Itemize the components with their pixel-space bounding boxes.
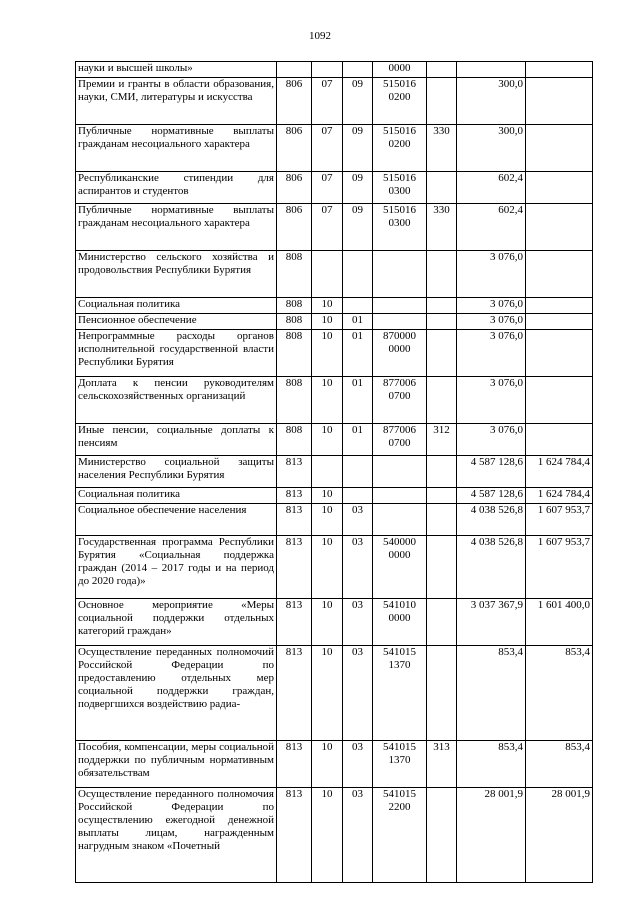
row-amount-2-cell — [526, 172, 593, 204]
row-expense-type-cell — [427, 251, 457, 298]
row-name-cell: Пенсионное обеспечение — [76, 314, 277, 330]
row-grbs-cell: 808 — [277, 298, 312, 314]
row-subsection-cell: 01 — [343, 377, 373, 424]
row-name-cell: Основное мероприятие «Меры социальной поддержки отдельных категорий граждан» — [76, 599, 277, 646]
row-subsection-cell: 03 — [343, 741, 373, 788]
row-grbs-cell: 813 — [277, 504, 312, 536]
row-name-cell: Осуществление переданного полномочия Российской Федерации по осуществлению ежегодной денежной выплаты лицам, награжденным нагрудным знаком «Почетный — [76, 788, 277, 883]
target-article-code-line: 0700 — [388, 390, 411, 402]
table-row — [76, 536, 593, 599]
row-target-article-cell — [373, 204, 427, 251]
target-article-code-line: 0000 — [388, 343, 411, 355]
row-grbs-cell: 806 — [277, 172, 312, 204]
row-target-article-cell — [373, 504, 427, 536]
row-amount-2-cell: 853,4 — [526, 741, 593, 788]
row-amount-2-cell — [526, 251, 593, 298]
row-amount-2-cell — [526, 330, 593, 377]
row-target-article-cell — [373, 424, 427, 456]
row-target-article-cell — [373, 314, 427, 330]
row-section-cell: 07 — [312, 172, 343, 204]
row-grbs-cell: 806 — [277, 204, 312, 251]
row-expense-type-cell: 313 — [427, 741, 457, 788]
target-article-code-line: 540000 — [383, 536, 416, 548]
table-row — [76, 172, 593, 204]
row-amount-1-cell: 4 038 526,8 — [457, 504, 526, 536]
row-expense-type-cell — [427, 488, 457, 504]
row-section-cell — [312, 456, 343, 488]
target-article-code-line: 877006 — [383, 377, 416, 389]
row-amount-1-cell: 3 076,0 — [457, 330, 526, 377]
row-subsection-cell: 09 — [343, 78, 373, 125]
row-target-article-cell — [373, 646, 427, 741]
row-name-cell: Социальная политика — [76, 488, 277, 504]
budget-table-body — [76, 62, 593, 883]
table-row — [76, 599, 593, 646]
row-grbs-cell: 813 — [277, 488, 312, 504]
row-section-cell: 10 — [312, 314, 343, 330]
row-target-article-cell — [373, 741, 427, 788]
row-expense-type-cell: 312 — [427, 424, 457, 456]
row-grbs-cell: 808 — [277, 377, 312, 424]
row-expense-type-cell — [427, 536, 457, 599]
row-amount-2-cell — [526, 78, 593, 125]
table-row — [76, 251, 593, 298]
row-amount-1-cell: 853,4 — [457, 646, 526, 741]
row-name-cell: Министерство социальной защиты населения Республики Бурятия — [76, 456, 277, 488]
row-amount-2-cell: 1 607 953,7 — [526, 536, 593, 599]
row-subsection-cell: 03 — [343, 788, 373, 883]
table-row — [76, 125, 593, 172]
row-amount-1-cell: 3 076,0 — [457, 377, 526, 424]
row-expense-type-cell — [427, 788, 457, 883]
row-expense-type-cell — [427, 646, 457, 741]
row-section-cell: 10 — [312, 599, 343, 646]
row-amount-1-cell: 853,4 — [457, 741, 526, 788]
target-article-code-line: 541015 — [383, 646, 416, 658]
row-name-cell: Министерство сельского хозяйства и продовольствия Республики Бурятия — [76, 251, 277, 298]
table-row — [76, 788, 593, 883]
row-target-article-cell — [373, 298, 427, 314]
row-grbs-cell: 808 — [277, 314, 312, 330]
row-section-cell: 10 — [312, 788, 343, 883]
row-amount-2-cell: 1 601 400,0 — [526, 599, 593, 646]
row-name-cell: Публичные нормативные выплаты гражданам несоциального характера — [76, 204, 277, 251]
row-amount-2-cell — [526, 314, 593, 330]
row-amount-1-cell: 300,0 — [457, 125, 526, 172]
row-name-cell: Государственная программа Республики Бурятия «Социальная поддержка граждан (2014 – 2017 годы и на период до 2020 года)» — [76, 536, 277, 599]
row-target-article-cell — [373, 536, 427, 599]
table-row — [76, 204, 593, 251]
row-subsection-cell: 01 — [343, 314, 373, 330]
row-amount-2-cell — [526, 125, 593, 172]
row-expense-type-cell — [427, 172, 457, 204]
table-row — [76, 78, 593, 125]
row-section-cell: 10 — [312, 424, 343, 456]
target-article-code-line: 0200 — [388, 91, 411, 103]
row-amount-2-cell: 1 607 953,7 — [526, 504, 593, 536]
target-article-code-line: 877006 — [383, 424, 416, 436]
table-row — [76, 314, 593, 330]
row-amount-2-cell: 1 624 784,4 — [526, 456, 593, 488]
row-amount-2-cell — [526, 424, 593, 456]
row-section-cell: 10 — [312, 504, 343, 536]
row-section-cell: 07 — [312, 125, 343, 172]
row-name-cell: Республиканские стипендии для аспирантов и студентов — [76, 172, 277, 204]
table-row — [76, 62, 593, 78]
row-target-article-cell — [373, 330, 427, 377]
table-row — [76, 377, 593, 424]
row-grbs-cell — [277, 62, 312, 78]
row-amount-1-cell: 3 076,0 — [457, 314, 526, 330]
table-row — [76, 330, 593, 377]
row-amount-1-cell: 3 076,0 — [457, 298, 526, 314]
target-article-code-line: 0000 — [388, 612, 411, 624]
row-grbs-cell: 813 — [277, 456, 312, 488]
row-section-cell: 07 — [312, 204, 343, 251]
page-number: 1092 — [309, 30, 331, 42]
target-article-code-line: 0200 — [388, 138, 411, 150]
row-section-cell: 10 — [312, 488, 343, 504]
row-grbs-cell: 813 — [277, 741, 312, 788]
target-article-code-line: 870000 — [383, 330, 416, 342]
row-amount-1-cell — [457, 62, 526, 78]
row-section-cell: 07 — [312, 78, 343, 125]
row-section-cell: 10 — [312, 377, 343, 424]
target-article-code-line: 0300 — [388, 217, 411, 229]
row-expense-type-cell — [427, 314, 457, 330]
row-grbs-cell: 813 — [277, 788, 312, 883]
row-name-cell: Социальная политика — [76, 298, 277, 314]
row-section-cell: 10 — [312, 741, 343, 788]
row-expense-type-cell — [427, 377, 457, 424]
row-amount-2-cell: 28 001,9 — [526, 788, 593, 883]
row-name-cell: Социальное обеспечение населения — [76, 504, 277, 536]
row-section-cell: 10 — [312, 536, 343, 599]
row-section-cell — [312, 62, 343, 78]
row-name-cell: науки и высшей школы» — [76, 62, 277, 78]
row-subsection-cell: 09 — [343, 204, 373, 251]
target-article-code-line: 541015 — [383, 788, 416, 800]
row-subsection-cell: 09 — [343, 125, 373, 172]
row-amount-2-cell: 1 624 784,4 — [526, 488, 593, 504]
row-amount-2-cell — [526, 298, 593, 314]
table-row — [76, 488, 593, 504]
target-article-code-line: 515016 — [383, 204, 416, 216]
budget-table — [75, 61, 593, 883]
target-article-code-line: 515016 — [383, 78, 416, 90]
row-subsection-cell — [343, 251, 373, 298]
row-target-article-cell — [373, 172, 427, 204]
target-article-code-line: 0000 — [388, 549, 411, 561]
row-amount-1-cell: 4 038 526,8 — [457, 536, 526, 599]
row-subsection-cell: 03 — [343, 599, 373, 646]
row-expense-type-cell — [427, 456, 457, 488]
row-target-article-cell — [373, 377, 427, 424]
row-amount-2-cell — [526, 62, 593, 78]
row-subsection-cell — [343, 488, 373, 504]
table-row — [76, 298, 593, 314]
row-name-cell: Осуществление переданных полномочий Российской Федерации по предоставлению отдельных мер социальной поддержки граждан, подвергшихся воздействию радиа- — [76, 646, 277, 741]
row-expense-type-cell: 330 — [427, 125, 457, 172]
row-subsection-cell: 01 — [343, 330, 373, 377]
row-expense-type-cell — [427, 504, 457, 536]
row-target-article-cell — [373, 599, 427, 646]
row-name-cell: Доплата к пенсии руководителям сельскохозяйственных организаций — [76, 377, 277, 424]
target-article-code-line: 515016 — [383, 125, 416, 137]
target-article-code-line: 0700 — [388, 437, 411, 449]
table-row — [76, 646, 593, 741]
row-name-cell: Публичные нормативные выплаты гражданам несоциального характера — [76, 125, 277, 172]
row-amount-1-cell: 3 076,0 — [457, 251, 526, 298]
row-target-article-cell — [373, 456, 427, 488]
table-row — [76, 424, 593, 456]
table-row — [76, 456, 593, 488]
row-subsection-cell: 03 — [343, 504, 373, 536]
row-amount-1-cell: 602,4 — [457, 172, 526, 204]
row-target-article-cell — [373, 62, 427, 78]
row-amount-2-cell — [526, 204, 593, 251]
row-target-article-cell — [373, 125, 427, 172]
target-article-code-line: 1370 — [388, 754, 411, 766]
row-name-cell: Иные пенсии, социальные доплаты к пенсиям — [76, 424, 277, 456]
target-article-code-line: 2200 — [388, 801, 411, 813]
target-article-code-line: 541010 — [383, 599, 416, 611]
row-expense-type-cell — [427, 330, 457, 377]
row-name-cell: Непрограммные расходы органов исполнительной государственной власти Республики Бурятия — [76, 330, 277, 377]
row-amount-1-cell: 4 587 128,6 — [457, 456, 526, 488]
target-article-code-line: 0300 — [388, 185, 411, 197]
row-name-cell: Премии и гранты в области образования, науки, СМИ, литературы и искусства — [76, 78, 277, 125]
row-name-cell: Пособия, компенсации, меры социальной поддержки по публичным нормативным обязательствам — [76, 741, 277, 788]
row-expense-type-cell — [427, 78, 457, 125]
row-grbs-cell: 806 — [277, 78, 312, 125]
row-target-article-cell — [373, 488, 427, 504]
row-grbs-cell: 813 — [277, 536, 312, 599]
row-amount-1-cell: 3 037 367,9 — [457, 599, 526, 646]
row-grbs-cell: 808 — [277, 330, 312, 377]
row-grbs-cell: 813 — [277, 599, 312, 646]
row-grbs-cell: 806 — [277, 125, 312, 172]
row-section-cell: 10 — [312, 646, 343, 741]
row-expense-type-cell — [427, 62, 457, 78]
row-section-cell — [312, 251, 343, 298]
row-subsection-cell: 09 — [343, 172, 373, 204]
target-article-code-line: 515016 — [383, 172, 416, 184]
row-expense-type-cell — [427, 298, 457, 314]
row-target-article-cell — [373, 788, 427, 883]
row-subsection-cell: 03 — [343, 646, 373, 741]
row-grbs-cell: 813 — [277, 646, 312, 741]
row-grbs-cell: 808 — [277, 424, 312, 456]
row-subsection-cell: 03 — [343, 536, 373, 599]
row-subsection-cell — [343, 298, 373, 314]
target-article-code-line: 541015 — [383, 741, 416, 753]
row-subsection-cell: 01 — [343, 424, 373, 456]
target-article-code-line: 0000 — [388, 62, 411, 74]
row-target-article-cell — [373, 78, 427, 125]
row-subsection-cell — [343, 62, 373, 78]
row-amount-1-cell: 602,4 — [457, 204, 526, 251]
row-amount-1-cell: 300,0 — [457, 78, 526, 125]
row-amount-2-cell — [526, 377, 593, 424]
table-row — [76, 504, 593, 536]
target-article-code-line: 1370 — [388, 659, 411, 671]
table-row — [76, 741, 593, 788]
row-amount-1-cell: 3 076,0 — [457, 424, 526, 456]
row-expense-type-cell: 330 — [427, 204, 457, 251]
row-section-cell: 10 — [312, 330, 343, 377]
row-grbs-cell: 808 — [277, 251, 312, 298]
row-section-cell: 10 — [312, 298, 343, 314]
row-amount-1-cell: 4 587 128,6 — [457, 488, 526, 504]
row-target-article-cell — [373, 251, 427, 298]
row-amount-2-cell: 853,4 — [526, 646, 593, 741]
row-expense-type-cell — [427, 599, 457, 646]
row-subsection-cell — [343, 456, 373, 488]
row-amount-1-cell: 28 001,9 — [457, 788, 526, 883]
